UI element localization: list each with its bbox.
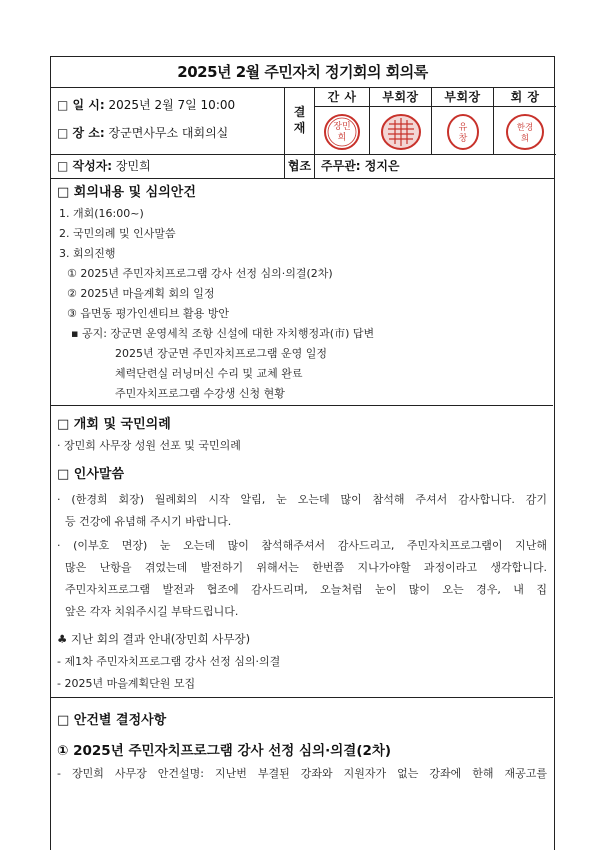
approval-roles <box>315 88 556 154</box>
role-president <box>494 88 556 154</box>
svg-text:장민: 장민 <box>333 122 351 132</box>
cooperation-row <box>285 154 556 178</box>
cooperation-label: 협조 <box>285 155 315 178</box>
role-name: 간 사 <box>315 88 369 107</box>
place-value: 장군면사무소 대회의실 <box>108 126 229 140</box>
section-divider <box>51 405 553 406</box>
meeting-details <box>51 88 285 178</box>
greeting-line: 등 건강에 유념해 주시기 바랍니다. <box>65 515 232 528</box>
date-label: □ 일 시: <box>57 98 105 112</box>
section-divider <box>51 697 553 698</box>
decisions-header: □ 안건별 결정사항 <box>57 713 167 728</box>
date-value: 2025년 2월 7일 10:00 <box>108 98 236 112</box>
agenda-header: □ 회의내용 및 심의안건 <box>57 185 196 200</box>
greeting-line: · (한경희 회장) 월례회의 시작 알림, 눈 오는데 많이 참석해 주셔서 감사합니다. 감기 <box>57 493 547 506</box>
approval-label <box>285 88 315 154</box>
seal-stamp-icon <box>445 112 481 152</box>
decision-item-title: ① 2025년 주민자치프로그램 강사 선정 심의·의결(2차) <box>57 743 392 759</box>
role-secretary <box>315 88 370 154</box>
writer-value: 장민희 <box>115 159 151 173</box>
svg-text:한경: 한경 <box>516 123 534 133</box>
meeting-info-block <box>51 88 554 179</box>
seal-stamp-icon <box>322 112 362 152</box>
writer-label: □ 작성자: <box>57 159 113 173</box>
cooperation-value: 주무관: 정지은 <box>321 159 400 173</box>
decision-item-line: - 장민희 사무장 안건설명: 지난번 부결된 강좌와 지원자가 없는 강좌에 한해 재공고를 <box>57 767 547 780</box>
place-label: □ 장 소: <box>57 126 105 140</box>
agenda-subitem: ② 2025년 마을계획 회의 일정 <box>67 287 215 300</box>
previous-result-line: - 2025년 마을계획단원 모집 <box>57 677 196 690</box>
approval-label-2: 재 <box>293 121 306 135</box>
seal-stamp-icon <box>504 112 546 152</box>
approval-table <box>285 88 556 178</box>
greeting-line: · (이부호 면장) 눈 오는데 많이 참석해주셔서 감사드리고, 주민자치프로그램이 지난해 <box>57 539 547 552</box>
greeting-line: 주민자치프로그램 발전과 협조에 감사드리며, 오늘처럼 눈이 많이 오는 경우, 내 집 <box>65 583 547 596</box>
agenda-notice-item: 2025년 장군면 주민자치프로그램 운영 일정 <box>115 347 327 360</box>
agenda-subitem: ① 2025년 주민자치프로그램 강사 선정 심의·의결(2차) <box>67 267 333 280</box>
opening-header: □ 개회 및 국민의례 <box>57 417 171 432</box>
role-name: 회 장 <box>494 88 556 107</box>
date-row <box>57 96 235 113</box>
greeting-line: 많은 난항을 겪었는데 발전하기 위해서는 한번쯤 지나가야할 과정이라고 생각합니다. <box>65 561 547 574</box>
role-vice-president-1 <box>370 88 432 154</box>
agenda-subitem: ③ 읍면동 평가인센티브 활용 방안 <box>67 307 229 320</box>
seal-stamp-icon <box>379 112 423 152</box>
svg-text:유: 유 <box>458 123 467 133</box>
agenda-notice-item: 주민자치프로그램 수강생 신청 현황 <box>115 387 285 400</box>
writer-row <box>51 154 285 179</box>
opening-line: · 장민희 사무장 성원 선포 및 국민의례 <box>57 439 241 452</box>
svg-text:희: 희 <box>520 134 530 144</box>
approval-label-1: 결 <box>293 105 306 119</box>
svg-text:창: 창 <box>458 134 467 144</box>
minutes-document <box>50 56 555 850</box>
greeting-line: 앞은 각자 치워주시길 부탁드립니다. <box>65 605 239 618</box>
agenda-notice: ▪ 공지: 장군면 운영세칙 조항 신설에 대한 자치행정과(市) 답변 <box>71 327 375 340</box>
agenda-item: 3. 회의진행 <box>59 247 116 260</box>
role-name: 부회장 <box>432 88 493 107</box>
agenda-item: 2. 국민의례 및 인사말씀 <box>59 227 176 240</box>
svg-text:희: 희 <box>337 133 347 143</box>
role-vice-president-2 <box>432 88 494 154</box>
agenda-notice-item: 체력단련실 러닝머신 수리 및 교체 완료 <box>115 367 303 380</box>
greeting-header: □ 인사말씀 <box>57 467 125 482</box>
place-row <box>57 124 228 141</box>
document-title: 2025년 2월 주민자치 정기회의 회의록 <box>51 57 554 88</box>
agenda-item: 1. 개회(16:00~) <box>59 207 144 220</box>
previous-result-line: - 제1차 주민자치프로그램 강사 선정 심의·의결 <box>57 655 281 668</box>
previous-results-header: ♣ 지난 회의 결과 안내(장민희 사무장) <box>57 632 251 646</box>
role-name: 부회장 <box>370 88 431 107</box>
